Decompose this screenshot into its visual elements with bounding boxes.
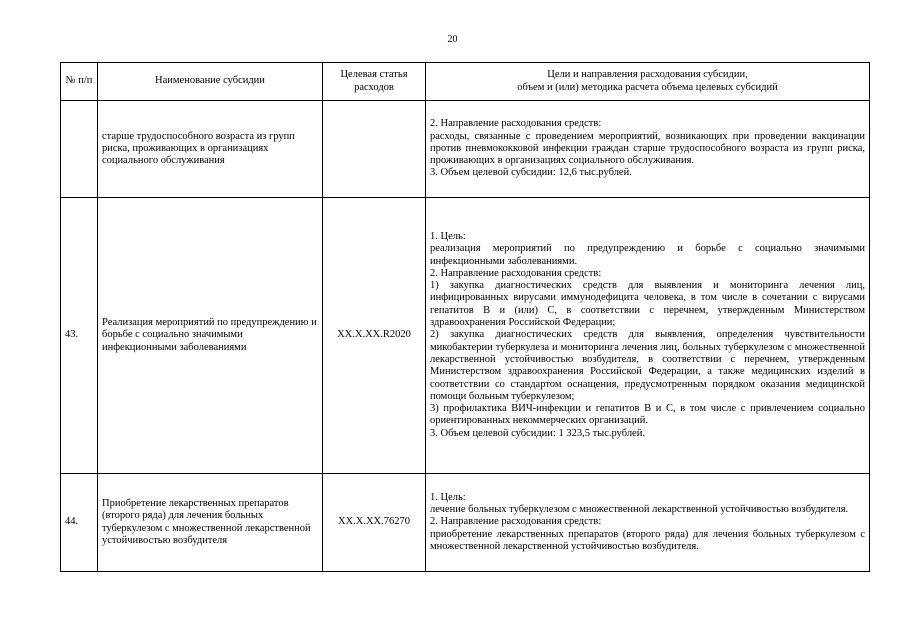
table-row: [61, 198, 870, 474]
goal-line: лечение больных туберкулезом с множественной лекарственной устойчивостью возбудителя.: [430, 504, 849, 516]
goal-line: 3) профилактика ВИЧ-инфекции и гепатитов B и C, в том числе с привлечением социально ориентированных некоммерческих организаций.: [430, 403, 865, 427]
goal-line: 2. Направление расходования средств:: [430, 516, 602, 528]
row-goals: [426, 101, 870, 198]
row-name: старше трудоспособного возраста из групп риска, проживающих в организациях социального обслуживания: [98, 101, 323, 198]
row-code: XX.X.XX.76270: [323, 474, 426, 572]
header-goals: [426, 63, 870, 101]
header-name: Наименование субсидии: [98, 63, 323, 101]
goal-line: 2. Направление расходования средств:: [430, 118, 602, 130]
table-header-row: [61, 63, 870, 101]
goal-line: 2) закупка диагностических средств для выявления, определения чувствительности микобактерии туберкулеза и мониторинга лечения лиц, больных туберкулезом с множественной лекарственной устойчивостью возбудителя, в соответствии с перечнем, утвержденным Министерством здравоохранения Российской Федерации, а также медицинских изделий в соответствии со стандартом оснащения, предусмотренным порядком оказания медицинской помощи больным туберкулезом;: [430, 329, 865, 402]
goal-line: 2. Направление расходования средств:: [430, 267, 602, 279]
goal-line: 3. Объем целевой субсидии: 12,6 тыс.рублей.: [430, 167, 632, 179]
row-name: Приобретение лекарственных препаратов (второго ряда) для лечения больных туберкулезом с множественной лекарственной устойчивостью возбудителя: [98, 474, 323, 572]
row-goals: [426, 198, 870, 474]
row-num: 43.: [61, 198, 98, 474]
goal-line: реализация мероприятий по предупреждению и борьбе с социально значимыми инфекционными заболеваниями.: [430, 243, 865, 267]
goal-line: 1. Цель:: [430, 230, 466, 242]
header-code: Целевая статья расходов: [323, 63, 426, 101]
row-goals: [426, 474, 870, 572]
header-goals-line-2: объем и (или) методика расчета объема целевых субсидий: [517, 81, 778, 93]
goal-line: приобретение лекарственных препаратов (второго ряда) для лечения больных туберкулезом с множественной лекарственной устойчивостью возбудителя.: [430, 528, 865, 552]
row-name: Реализация мероприятий по предупреждению и борьбе с социально значимыми инфекционными заболеваниями: [98, 198, 323, 474]
page-number: 20: [447, 34, 458, 45]
table-row: [61, 474, 870, 572]
goal-line: расходы, связанные с проведением мероприятий, возникающих при проведении вакцинации против пневмококковой инфекции граждан старше трудоспособного возраста из групп риска, проживающих в организациях социального обслуживания.: [430, 130, 865, 167]
header-num: № п/п: [61, 63, 98, 101]
row-code: XX.X.XX.R2020: [323, 198, 426, 474]
goal-line: 3. Объем целевой субсидии: 1 323,5 тыс.рублей.: [430, 427, 645, 439]
goal-line: 1) закупка диагностических средств для выявления и мониторинга лечения лиц, инфицированных вирусами иммунодефицита человека, в том числе в сочетании с вирусами гепатитов B и (или) C, в соответствии с перечнем, утвержденным Министерством здравоохранения Российской Федерации;: [430, 280, 865, 329]
row-num: 44.: [61, 474, 98, 572]
header-goals-line-1: Цели и направления расходования субсидии,: [547, 69, 748, 81]
row-code: [323, 101, 426, 198]
subsidy-table: [60, 62, 870, 572]
row-num: [61, 101, 98, 198]
table-row: [61, 101, 870, 198]
goal-line: 1. Цель:: [430, 491, 466, 503]
